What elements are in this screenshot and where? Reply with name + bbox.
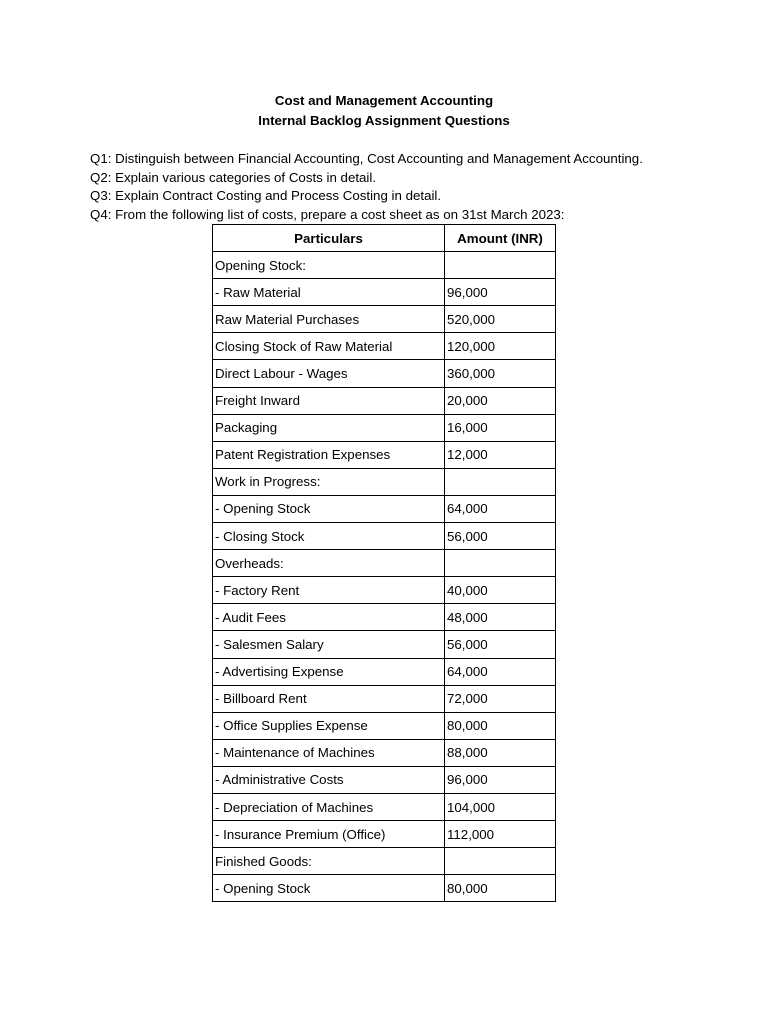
cell-amount: 64,000: [445, 658, 556, 685]
cell-particulars: - Raw Material: [213, 279, 445, 306]
document-subtitle: Internal Backlog Assignment Questions: [258, 113, 510, 128]
cell-particulars: - Billboard Rent: [213, 685, 445, 712]
cell-particulars: - Opening Stock: [213, 875, 445, 902]
cell-amount: [445, 848, 556, 875]
table-row: [213, 821, 556, 848]
cell-particulars: Raw Material Purchases: [213, 306, 445, 333]
cell-amount: 56,000: [445, 523, 556, 550]
cell-particulars: Freight Inward: [213, 387, 445, 414]
cell-particulars: Work in Progress:: [213, 468, 445, 495]
table-row: [213, 468, 556, 495]
cell-particulars: - Depreciation of Machines: [213, 793, 445, 820]
cost-table: [212, 224, 556, 902]
table-row: [213, 360, 556, 387]
question-1: Q1: Distinguish between Financial Accounting, Cost Accounting and Management Accounting.: [90, 151, 643, 166]
table-row: [213, 631, 556, 658]
cell-amount: 48,000: [445, 604, 556, 631]
table-row: [213, 739, 556, 766]
cell-amount: [445, 550, 556, 577]
cell-amount: 20,000: [445, 387, 556, 414]
questions-list: [90, 150, 643, 225]
cell-amount: 12,000: [445, 441, 556, 468]
cell-particulars: - Office Supplies Expense: [213, 712, 445, 739]
cell-amount: 96,000: [445, 766, 556, 793]
table-row: [213, 387, 556, 414]
cell-particulars: - Closing Stock: [213, 523, 445, 550]
cell-particulars: Direct Labour - Wages: [213, 360, 445, 387]
table-row: [213, 550, 556, 577]
cell-amount: 72,000: [445, 685, 556, 712]
question-4: Q4: From the following list of costs, prepare a cost sheet as on 31st March 2023:: [90, 207, 565, 223]
table-row: [213, 658, 556, 685]
table-row: [213, 875, 556, 902]
cell-particulars: Closing Stock of Raw Material: [213, 333, 445, 360]
cell-particulars: Opening Stock:: [213, 252, 445, 279]
cell-amount: 96,000: [445, 279, 556, 306]
cell-particulars: - Salesmen Salary: [213, 631, 445, 658]
cell-amount: 80,000: [445, 712, 556, 739]
table-row: [213, 604, 556, 631]
table-row: [213, 441, 556, 468]
cell-amount: 520,000: [445, 306, 556, 333]
table-row: [213, 306, 556, 333]
table-row: [213, 848, 556, 875]
cell-particulars: Overheads:: [213, 550, 445, 577]
table-row: [213, 333, 556, 360]
cell-particulars: - Audit Fees: [213, 604, 445, 631]
cell-amount: [445, 252, 556, 279]
table-row: [213, 414, 556, 441]
cell-particulars: - Advertising Expense: [213, 658, 445, 685]
cost-table-body: [213, 252, 556, 902]
cell-amount: 56,000: [445, 631, 556, 658]
table-row: [213, 252, 556, 279]
cell-particulars: - Factory Rent: [213, 577, 445, 604]
cell-particulars: - Administrative Costs: [213, 766, 445, 793]
table-row: [213, 766, 556, 793]
table-row: [213, 495, 556, 522]
cell-particulars: Patent Registration Expenses: [213, 441, 445, 468]
cell-amount: 112,000: [445, 821, 556, 848]
column-header-particulars: Particulars: [213, 225, 445, 252]
cell-particulars: - Maintenance of Machines: [213, 739, 445, 766]
column-header-amount: Amount (INR): [445, 225, 556, 252]
table-row: [213, 793, 556, 820]
cell-amount: 104,000: [445, 793, 556, 820]
cell-amount: 64,000: [445, 495, 556, 522]
cell-amount: 40,000: [445, 577, 556, 604]
table-row: [213, 279, 556, 306]
cell-particulars: - Insurance Premium (Office): [213, 821, 445, 848]
cell-amount: 88,000: [445, 739, 556, 766]
question-3: Q3: Explain Contract Costing and Process Costing in detail.: [90, 188, 442, 204]
cell-particulars: Packaging: [213, 414, 445, 441]
cell-amount: [445, 468, 556, 495]
table-header-row: [213, 225, 556, 252]
table-row: [213, 712, 556, 739]
document-title: Cost and Management Accounting: [274, 93, 494, 108]
cell-amount: 120,000: [445, 333, 556, 360]
question-2: Q2: Explain various categories of Costs in detail.: [90, 169, 377, 185]
cell-amount: 80,000: [445, 875, 556, 902]
cell-amount: 16,000: [445, 414, 556, 441]
cell-particulars: - Opening Stock: [213, 495, 445, 522]
table-row: [213, 685, 556, 712]
cell-particulars: Finished Goods:: [213, 848, 445, 875]
cell-amount: 360,000: [445, 360, 556, 387]
table-row: [213, 523, 556, 550]
table-row: [213, 577, 556, 604]
